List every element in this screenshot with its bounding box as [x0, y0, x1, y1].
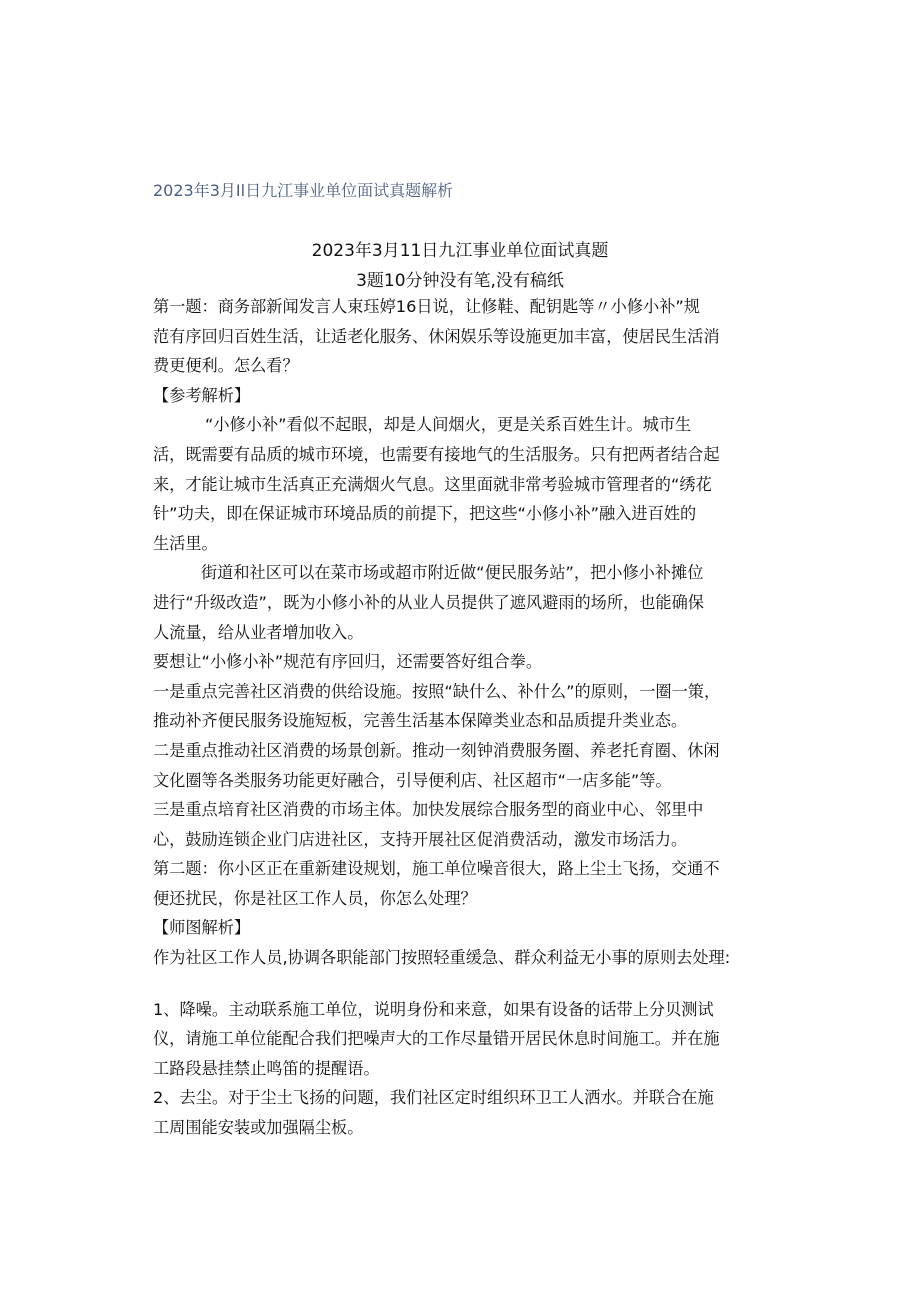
point-line: 1、降噪。主动联系施工单位，说明身份和来意，如果有设备的话带上分贝测试 — [153, 999, 714, 1019]
analysis-1-heading: 【参考解析】 — [153, 385, 251, 405]
paragraph-line: 人流量，给从业者增加收入。 — [153, 622, 364, 642]
analysis-1-paragraph-3 — [153, 647, 783, 854]
paragraph-line: 进行“升级改造”，既为小修小补的从业人员提供了遮风避雨的场所，也能确保 — [153, 592, 704, 612]
question-2-line: 第二题：你小区正在重新建设规划，施工单位噪音很大，路上尘土飞扬，交通不 — [153, 859, 720, 879]
document-body — [153, 292, 783, 1143]
point-line: 工周围能安装或加强隔尘板。 — [153, 1118, 364, 1138]
point-line: 2、去尘。对于尘土飞扬的问题，我们社区定时组织环卫工人洒水。并联合在施 — [153, 1088, 714, 1108]
point-line: 仪，请施工单位能配合我们把噪声大的工作尽量错开居民休息时间施工。并在施 — [153, 1029, 720, 1049]
question-1 — [153, 292, 783, 381]
paragraph-line: 生活里。 — [153, 533, 218, 553]
paragraph-line: 活，既需要有品质的城市环境，也需要有接地气的生活服务。只有把两者结合起 — [153, 444, 720, 464]
paragraph-line: 心，鼓励连锁企业门店进社区，支持开展社区促消费活动，激发市场活力。 — [153, 829, 688, 849]
question-2 — [153, 854, 783, 913]
point-line: 工路段悬挂禁止鸣笛的提醒语。 — [153, 1058, 380, 1078]
paragraph-line: “小修小补”看似不起眼，却是人间烟火，更是关系百姓生计。城市生 — [205, 415, 692, 435]
paragraph-line: 文化圈等各类服务功能更好融合，引导便利店、社区超市“一店多能”等。 — [153, 770, 672, 790]
question-1-line: 费更便利。怎么看？ — [153, 356, 299, 376]
paragraph-line: 街道和社区可以在菜市场或超市附近做“便民服务站”，把小修小补摊位 — [201, 563, 704, 583]
question-2-line: 便还扰民，你是社区工作人员，你怎么处理？ — [153, 888, 477, 908]
paragraph-line: 三是重点培育社区消费的市场主体。加快发展综合服务型的商业中心、邻里中 — [153, 800, 704, 820]
analysis-2-point-1 — [153, 995, 783, 1084]
paragraph-line: 要想让“小修小补”规范有序回归，还需要答好组合拳。 — [153, 652, 543, 672]
analysis-1-paragraph-1 — [153, 410, 783, 558]
question-1-line: 第一题：商务部新闻发言人束珏婷16日说，让修鞋、配钥匙等〃小修小补”规 — [153, 297, 700, 316]
analysis-2-point-2 — [153, 1083, 783, 1142]
paragraph-line: 推动补齐便民服务设施短板，完善生活基本保障类业态和品质提升类业态。 — [153, 711, 688, 731]
analysis-2-intro: 作为社区工作人员,协调各职能部门按照轻重缓急、群众利益无小事的原则去处理: — [153, 948, 731, 968]
document-header: 2023年3月Il日九江事业单位面试真题解析 — [153, 181, 454, 200]
sub-title: 3题10分钟没有笔,没有稿纸 — [356, 271, 564, 291]
paragraph-line: 针”功夫，即在保证城市环境品质的前提下，把这些“小修小补”融入进百姓的 — [153, 504, 697, 524]
main-title: 2023年3月11日九江事业单位面试真题 — [311, 241, 609, 261]
paragraph-line: 来，才能让城市生活真正充满烟火气息。这里面就非常考验城市管理者的“绣花 — [153, 474, 712, 494]
spacer — [153, 973, 783, 995]
paragraph-line: 一是重点完善社区消费的供给设施。按照“缺什么、补什么”的原则，一圈一策， — [153, 681, 721, 701]
question-1-line: 范有序回归百姓生活，让适老化服务、休闲娱乐等设施更加丰富，使居民生活消 — [153, 326, 720, 346]
paragraph-line: 二是重点推动社区消费的场景创新。推动一刻钟消费服务圈、养老托育圈、休闲 — [153, 740, 720, 760]
analysis-2-heading: 【师图解析】 — [153, 918, 251, 938]
analysis-1-paragraph-2 — [153, 558, 783, 647]
